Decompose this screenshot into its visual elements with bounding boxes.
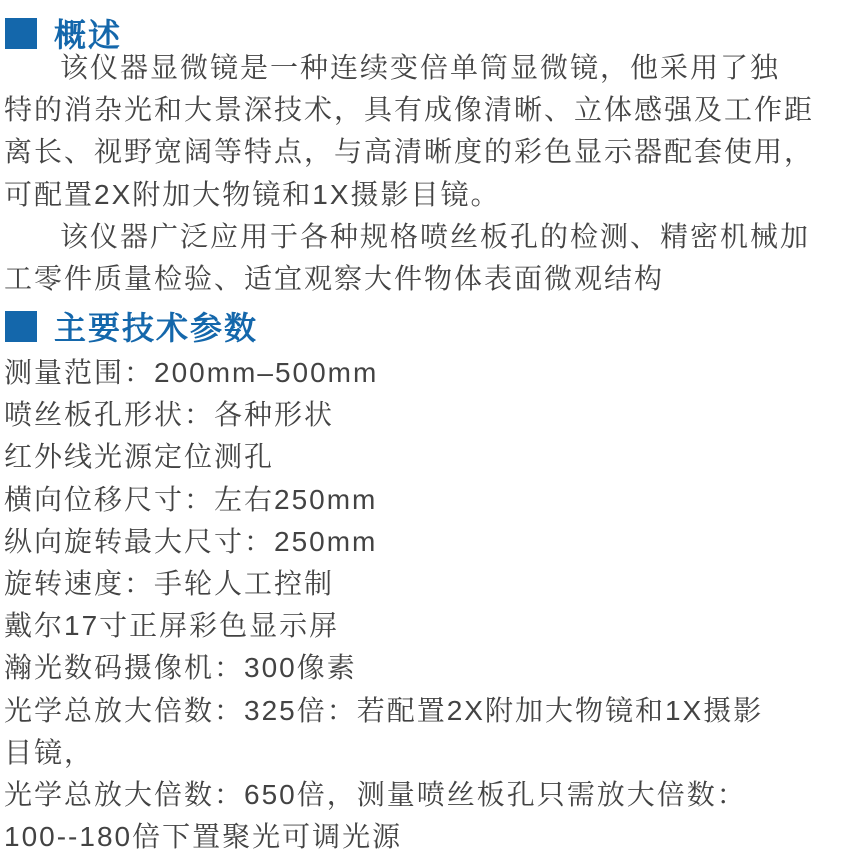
spec-line: 光学总放大倍数：650倍，测量喷丝板孔只需放大倍数： xyxy=(4,779,747,811)
overview-paragraphs xyxy=(4,47,849,300)
spec-line: 测量范围：200mm–500mm xyxy=(4,357,379,388)
spec-line: 光学总放大倍数：325倍：若配置2X附加大物镜和1X摄影 xyxy=(4,694,764,726)
overview-line: 工零件质量检验、适宜观察大件物体表面微观结构 xyxy=(4,263,665,295)
overview-line: 该仪器显微镜是一种连续变倍单筒显微镜，他采用了独 xyxy=(60,52,781,83)
spec-line: 目镜， xyxy=(4,736,95,768)
spec-line: 横向位移尺寸：左右250mm xyxy=(4,483,378,515)
blue-square-bullet-icon xyxy=(5,18,37,49)
blue-square-bullet-icon xyxy=(5,311,37,342)
spec-line: 100--180倍下置聚光可调光源 xyxy=(4,821,403,853)
spec-line: 戴尔17寸正屏彩色显示屏 xyxy=(4,610,340,642)
spec-line: 瀚光数码摄像机：300像素 xyxy=(4,652,357,684)
spec-line: 喷丝板孔形状：各种形状 xyxy=(4,399,335,431)
overview-line: 离长、视野宽阔等特点，与高清晰度的彩色显示器配套使用， xyxy=(4,136,815,168)
specs-section-heading xyxy=(5,303,258,349)
overview-line: 该仪器广泛应用于各种规格喷丝板孔的检测、精密机械加 xyxy=(60,220,811,252)
spec-line: 旋转速度：手轮人工控制 xyxy=(4,568,335,600)
spec-line: 纵向旋转最大尺寸：250mm xyxy=(4,525,378,557)
spec-line: 红外线光源定位测孔 xyxy=(4,441,275,473)
specs-heading-text: 主要技术参数 xyxy=(54,310,259,346)
overview-line: 特的消杂光和大景深技术，具有成像清晰、立体感强及工作距 xyxy=(4,94,815,126)
overview-line: 可配置2X附加大物镜和1X摄影目镜。 xyxy=(4,178,501,210)
overview-heading-text: 概述 xyxy=(54,17,123,53)
spec-list xyxy=(4,352,849,858)
